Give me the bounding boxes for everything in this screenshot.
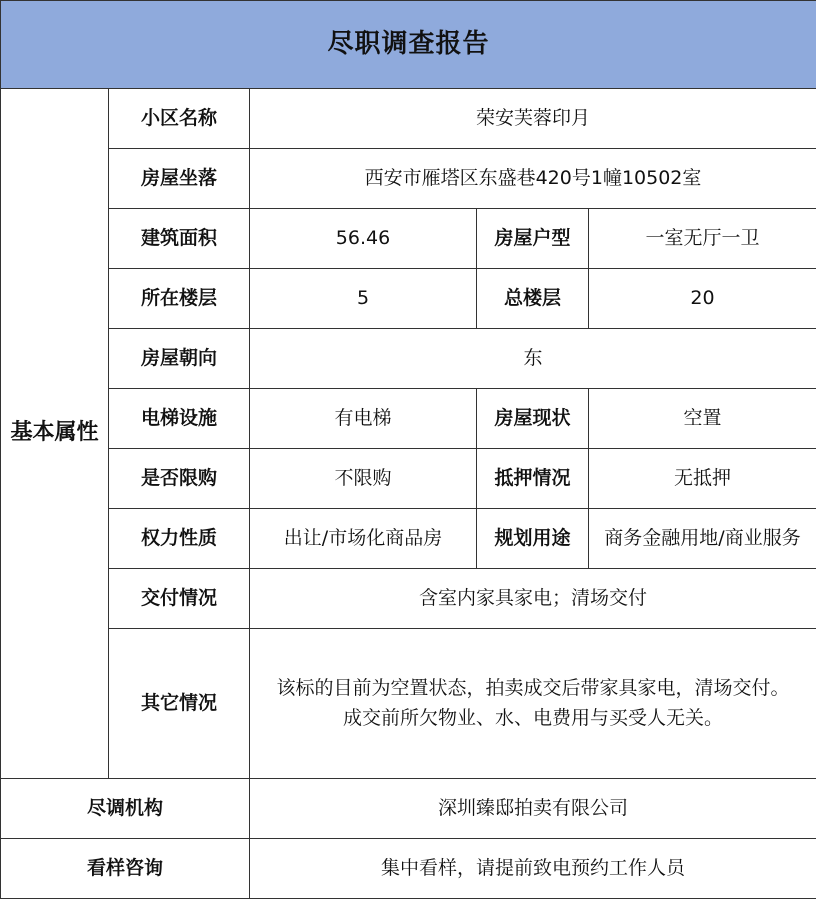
value-floor: 5 xyxy=(250,269,477,329)
value-delivery: 含室内家具家电；清场交付 xyxy=(250,569,816,629)
row-location xyxy=(1,149,816,209)
value-total-floors: 20 xyxy=(589,269,816,329)
row-elevator xyxy=(1,389,816,449)
value-mortgage: 无抵押 xyxy=(589,449,816,509)
report-title: 尽职调查报告 xyxy=(1,1,816,89)
group-label-basic-attributes: 基本属性 xyxy=(1,89,109,779)
value-location: 西安市雁塔区东盛巷420号1幢10502室 xyxy=(250,149,816,209)
label-agency: 尽调机构 xyxy=(1,779,250,839)
row-rights xyxy=(1,509,816,569)
label-total-floors: 总楼层 xyxy=(477,269,589,329)
label-rights-nature: 权力性质 xyxy=(109,509,250,569)
row-agency xyxy=(1,779,816,839)
row-viewing xyxy=(1,839,816,899)
row-delivery xyxy=(1,569,816,629)
label-purchase-limit: 是否限购 xyxy=(109,449,250,509)
value-other-line-1: 该标的目前为空置状态，拍卖成交后带家具家电，清场交付。 xyxy=(276,677,790,700)
label-elevator: 电梯设施 xyxy=(109,389,250,449)
row-purchase-limit xyxy=(1,449,816,509)
row-community xyxy=(1,89,816,149)
label-community-name: 小区名称 xyxy=(109,89,250,149)
label-viewing: 看样咨询 xyxy=(1,839,250,899)
row-orientation xyxy=(1,329,816,389)
row-other xyxy=(1,629,816,779)
value-rights-nature: 出让/市场化商品房 xyxy=(250,509,477,569)
value-orientation: 东 xyxy=(250,329,816,389)
label-layout: 房屋户型 xyxy=(477,209,589,269)
value-purchase-limit: 不限购 xyxy=(250,449,477,509)
label-planned-use: 规划用途 xyxy=(477,509,589,569)
value-other xyxy=(250,629,816,779)
value-building-area: 56.46 xyxy=(250,209,477,269)
value-viewing: 集中看样，请提前致电预约工作人员 xyxy=(250,839,816,899)
label-other: 其它情况 xyxy=(109,629,250,779)
label-building-area: 建筑面积 xyxy=(109,209,250,269)
label-occupancy: 房屋现状 xyxy=(477,389,589,449)
label-mortgage: 抵押情况 xyxy=(477,449,589,509)
label-delivery: 交付情况 xyxy=(109,569,250,629)
row-floor xyxy=(1,269,816,329)
value-occupancy: 空置 xyxy=(589,389,816,449)
value-other-line-2: 成交前所欠物业、水、电费用与买受人无关。 xyxy=(342,706,723,729)
label-location: 房屋坐落 xyxy=(109,149,250,209)
value-agency: 深圳臻邸拍卖有限公司 xyxy=(250,779,816,839)
title-row xyxy=(1,1,816,89)
label-floor: 所在楼层 xyxy=(109,269,250,329)
value-planned-use: 商务金融用地/商业服务 xyxy=(589,509,816,569)
value-community-name: 荣安芙蓉印月 xyxy=(250,89,816,149)
value-layout: 一室无厅一卫 xyxy=(589,209,816,269)
label-orientation: 房屋朝向 xyxy=(109,329,250,389)
value-elevator: 有电梯 xyxy=(250,389,477,449)
row-area xyxy=(1,209,816,269)
